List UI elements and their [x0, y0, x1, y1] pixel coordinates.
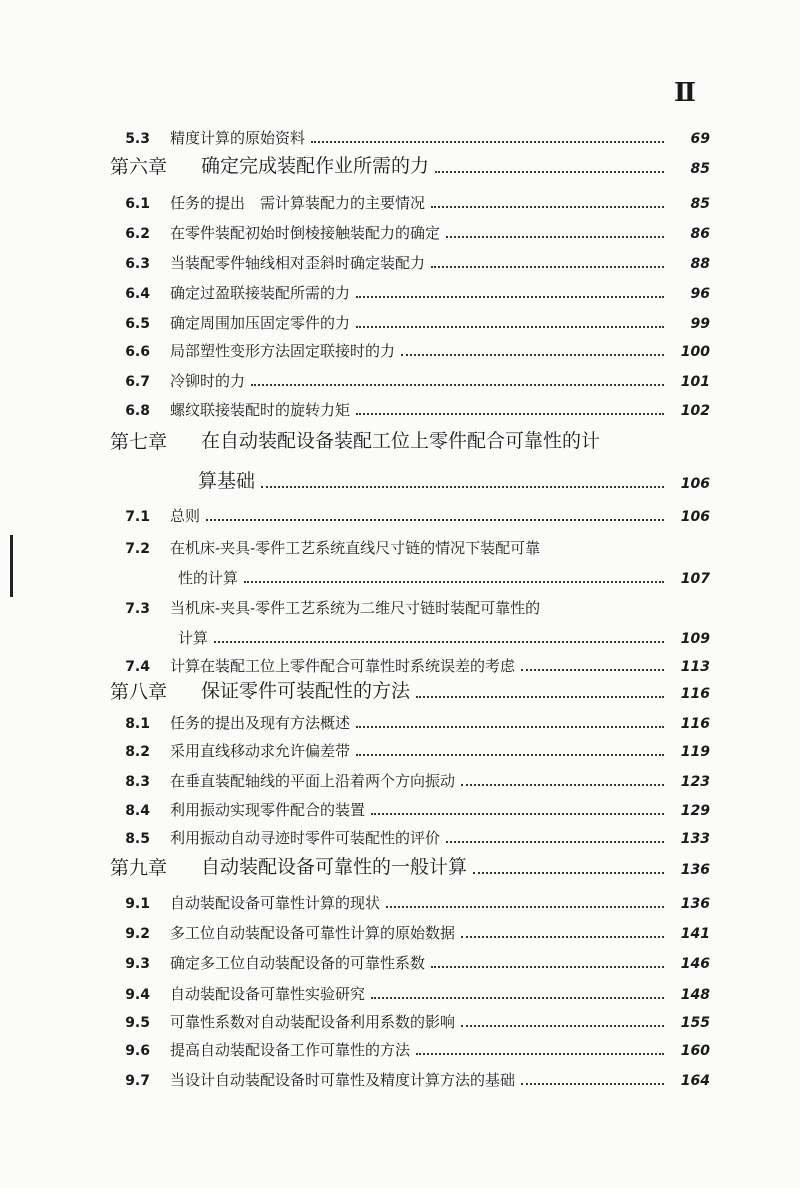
section-title: 当装配零件轴线相对歪斜时确定装配力 — [170, 254, 426, 272]
section-title: 采用直线移动求允许偏差带 — [170, 742, 351, 760]
dot-leader — [416, 1047, 664, 1055]
page-number: 88 — [690, 256, 710, 272]
section-number: 7.4 — [125, 659, 150, 675]
section-title: 利用振动实现零件配合的装置 — [170, 801, 366, 819]
section-number: 8.5 — [125, 831, 150, 847]
toc-entry[interactable] — [0, 915, 800, 945]
section-title: 任务的提出 需计算装配力的主要情况 — [170, 194, 426, 212]
section-title: 提高自动装配设备工作可靠性的方法 — [170, 1041, 411, 1059]
section-number: 5.3 — [125, 131, 150, 147]
toc-entry[interactable] — [0, 150, 800, 180]
page-number: 136 — [680, 896, 710, 912]
page-number: 101 — [680, 374, 710, 390]
page-number: 109 — [680, 631, 710, 647]
page-number-roman: Ⅱ — [674, 78, 696, 108]
section-number: 8.2 — [125, 744, 150, 760]
page-number: 99 — [690, 316, 710, 332]
page-number: 85 — [690, 161, 710, 177]
dot-leader — [356, 290, 664, 298]
page-number: 106 — [680, 476, 710, 492]
dot-leader — [416, 690, 664, 698]
toc-entry[interactable] — [0, 425, 800, 455]
section-number: 6.8 — [125, 403, 150, 419]
dot-leader — [244, 575, 664, 583]
section-title: 自动装配设备可靠性实验研究 — [170, 985, 366, 1003]
section-title: 多工位自动装配设备可靠性计算的原始数据 — [170, 924, 456, 942]
dot-leader — [521, 663, 664, 671]
page-number: 69 — [690, 131, 710, 147]
dot-leader — [251, 378, 664, 386]
dot-leader — [431, 200, 664, 208]
section-number: 9.1 — [125, 896, 150, 912]
page-number: 133 — [680, 831, 710, 847]
chapter-title: 保证零件可装配性的方法 — [201, 680, 411, 702]
page-number: 136 — [680, 862, 710, 878]
section-number: 8.4 — [125, 803, 150, 819]
dot-leader — [356, 320, 664, 328]
toc-entry[interactable] — [0, 976, 800, 1006]
section-number: 8.1 — [125, 716, 150, 732]
page-number: 102 — [680, 403, 710, 419]
dot-leader — [461, 1019, 664, 1027]
page-number: 129 — [680, 803, 710, 819]
chapter-label: 第八章 — [110, 681, 168, 703]
page-number: 160 — [680, 1043, 710, 1059]
section-title: 计算在装配工位上零件配合可靠性时系统误差的考虑 — [170, 657, 516, 675]
section-number: 6.1 — [125, 196, 150, 212]
page-number: 113 — [680, 659, 710, 675]
section-number: 6.2 — [125, 226, 150, 242]
page-number: 106 — [680, 509, 710, 525]
section-number: 8.3 — [125, 774, 150, 790]
section-title: 在零件装配初始时倒棱接触装配力的确定 — [170, 224, 441, 242]
page-number: 116 — [680, 686, 710, 702]
section-title: 性的计算 — [178, 569, 239, 587]
toc-entry[interactable] — [0, 620, 800, 650]
page-number: 85 — [690, 196, 710, 212]
section-title: 计算 — [178, 629, 209, 647]
section-title: 螺纹联接装配时的旋转力矩 — [170, 401, 351, 419]
toc-entry[interactable] — [0, 851, 800, 881]
toc-entry[interactable] — [0, 363, 800, 393]
section-number: 9.5 — [125, 1015, 150, 1031]
toc-entry[interactable] — [0, 305, 800, 335]
toc-entry[interactable] — [0, 185, 800, 215]
section-title: 确定多工位自动装配设备的可靠性系数 — [170, 954, 426, 972]
section-number: 6.6 — [125, 344, 150, 360]
dot-leader — [431, 960, 664, 968]
toc-entry[interactable] — [0, 675, 800, 705]
toc-entry[interactable] — [0, 1032, 800, 1062]
dot-leader — [371, 807, 664, 815]
dot-leader — [356, 748, 664, 756]
dot-leader — [356, 407, 664, 415]
section-title: 可靠性系数对自动装配设备利用系数的影响 — [170, 1013, 456, 1031]
toc-entry[interactable] — [0, 590, 800, 620]
section-title: 当设计自动装配设备时可靠性及精度计算方法的基础 — [170, 1071, 516, 1089]
chapter-label: 第七章 — [110, 431, 168, 453]
page-number: 96 — [690, 286, 710, 302]
toc-entry[interactable] — [0, 275, 800, 305]
section-title: 当机床-夹具-零件工艺系统为二维尺寸链时装配可靠性的 — [170, 599, 541, 617]
page-number: 119 — [680, 744, 710, 760]
section-number: 9.7 — [125, 1073, 150, 1089]
toc-entry[interactable] — [0, 648, 800, 678]
dot-leader — [311, 135, 664, 143]
section-title: 在垂直装配轴线的平面上沿着两个方向振动 — [170, 772, 456, 790]
page-number: 148 — [680, 987, 710, 1003]
chapter-title: 确定完成装配作业所需的力 — [201, 155, 430, 177]
page-number: 86 — [690, 226, 710, 242]
toc-entry[interactable] — [0, 245, 800, 275]
toc-entry[interactable] — [0, 792, 800, 822]
dot-leader — [431, 260, 664, 268]
section-title: 局部塑性变形方法固定联接时的力 — [170, 342, 396, 360]
section-number: 6.5 — [125, 316, 150, 332]
toc-entry[interactable] — [0, 465, 800, 495]
toc-entry[interactable] — [0, 733, 800, 763]
section-title: 冷铆时的力 — [170, 372, 246, 390]
toc-entry[interactable] — [0, 820, 800, 850]
section-number: 6.3 — [125, 256, 150, 272]
toc-entry[interactable] — [0, 1062, 800, 1092]
page-number: 141 — [680, 926, 710, 942]
section-title: 确定周围加压固定零件的力 — [170, 314, 351, 332]
chapter-label: 第九章 — [110, 857, 168, 879]
dot-leader — [461, 778, 664, 786]
section-title: 在机床-夹具-零件工艺系统直线尺寸链的情况下装配可靠 — [170, 539, 541, 557]
section-title: 总则 — [170, 507, 201, 525]
toc-entry[interactable] — [0, 1004, 800, 1034]
section-title: 任务的提出及现有方法概述 — [170, 714, 351, 732]
toc-entry[interactable] — [0, 120, 800, 150]
page-number: 123 — [680, 774, 710, 790]
section-number: 6.7 — [125, 374, 150, 390]
page-number: 116 — [680, 716, 710, 732]
dot-leader — [206, 513, 664, 521]
section-title: 确定过盈联接装配所需的力 — [170, 284, 351, 302]
toc-entry[interactable] — [0, 945, 800, 975]
dot-leader — [371, 991, 664, 999]
toc-entry[interactable] — [0, 498, 800, 528]
dot-leader — [473, 866, 664, 874]
section-number: 7.1 — [125, 509, 150, 525]
section-number: 7.3 — [125, 601, 150, 617]
section-title: 精度计算的原始资料 — [170, 129, 306, 147]
toc-entry[interactable] — [0, 215, 800, 245]
dot-leader — [446, 835, 664, 843]
page-number: 100 — [680, 344, 710, 360]
dot-leader — [521, 1077, 664, 1085]
section-number: 9.6 — [125, 1043, 150, 1059]
page-number: 155 — [680, 1015, 710, 1031]
section-title: 利用振动自动寻迹时零件可装配性的评价 — [170, 829, 441, 847]
section-number: 7.2 — [125, 541, 150, 557]
chapter-title: 自动装配设备可靠性的一般计算 — [201, 856, 468, 878]
toc-entry[interactable] — [0, 885, 800, 915]
page-number: 164 — [680, 1073, 710, 1089]
dot-leader — [461, 930, 664, 938]
toc-entry[interactable] — [0, 763, 800, 793]
section-title: 自动装配设备可靠性计算的现状 — [170, 894, 381, 912]
toc-entry[interactable] — [0, 333, 800, 363]
dot-leader — [356, 720, 664, 728]
section-number: 9.3 — [125, 956, 150, 972]
dot-leader — [386, 900, 664, 908]
toc-entry[interactable] — [0, 705, 800, 735]
dot-leader — [261, 480, 664, 488]
toc-entry[interactable] — [0, 560, 800, 590]
dot-leader — [214, 635, 664, 643]
section-number: 6.4 — [125, 286, 150, 302]
page-number: 146 — [680, 956, 710, 972]
dot-leader — [446, 230, 664, 238]
section-number: 9.4 — [125, 987, 150, 1003]
chapter-title: 在自动装配设备装配工位上零件配合可靠性的计 — [201, 430, 601, 452]
chapter-title: 算基础 — [198, 470, 256, 492]
section-number: 9.2 — [125, 926, 150, 942]
page-number: 107 — [680, 571, 710, 587]
toc-entry[interactable] — [0, 392, 800, 422]
dot-leader — [435, 165, 664, 173]
toc-entry[interactable] — [0, 530, 800, 560]
dot-leader — [401, 348, 664, 356]
chapter-label: 第六章 — [110, 156, 168, 178]
